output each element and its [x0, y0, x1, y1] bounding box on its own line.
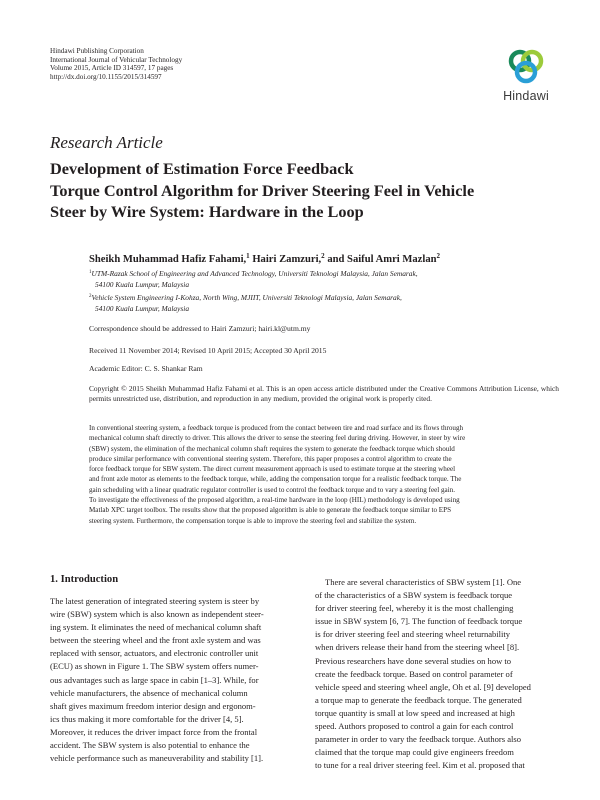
affiliation-text: 54100 Kuala Lumpur, Malaysia [95, 303, 190, 313]
body-line: for driver steering feel, whereby it is the most challenging [315, 603, 514, 614]
author-name: and Saiful Amri Mazlan [324, 254, 437, 265]
body-line: ing system. It eliminates the need of mechanical column shaft [50, 622, 262, 633]
affiliation-text: Vehicle System Engineering I-Kohza, North Wing, MJIIT, Universiti Teknologi Malaysia, Jalan Semarak, [91, 293, 402, 302]
body-line: create the feedback torque. Based on control parameter of [315, 668, 513, 679]
abstract-line: Matlab XPC target toolbox. The results show that the proposed algorithm is able to generate the feedback torque similar to EPS [89, 506, 452, 515]
body-line: claimed that the torque map could give engineers freedom [315, 747, 514, 758]
body-line: when drivers release their hand from the steering wheel [8]. [315, 642, 520, 653]
abstract-line: (SBW) system, the elimination of the mechanical column shaft requires the system to generate the feedback torque which should [89, 444, 455, 453]
body-line: wire (SBW) system which is also known as independent steer- [50, 609, 264, 620]
title-line: Torque Control Algorithm for Driver Steering Feel in Vehicle [50, 180, 475, 200]
title-line: Development of Estimation Force Feedback [50, 159, 354, 178]
hindawi-logo-icon [506, 46, 546, 86]
right-column [315, 576, 558, 772]
body-line: There are several characteristics of SBW system [1]. One [325, 577, 522, 587]
affiliation [89, 268, 529, 290]
body-line: accident. The SBW system is also potential to enhance the [50, 740, 250, 751]
affiliation-marker: 2 [436, 252, 441, 260]
body-line: shaft gives maximum freedom interior design and ergonom- [50, 700, 256, 711]
abstract-line: produce similar performance with conventional steering system. Therefore, this paper proposes a control algorithm to create the [89, 454, 452, 463]
author-list [89, 252, 440, 265]
body-line: (ECU) as shown in Figure 1. The SBW system offers numer- [50, 661, 259, 672]
affiliation-text: UTM-Razak School of Engineering and Advanced Technology, Universiti Teknologi Malaysia, Jalan Semarak, [91, 269, 418, 278]
body-line: replaced with sensor, actuators, and electronic controller unit [50, 648, 259, 659]
abstract [89, 423, 559, 526]
author-name: Sheikh Muhammad Hafiz Fahami, [89, 254, 247, 265]
body-line: between the steering wheel and the front axle system and was [50, 635, 261, 646]
correspondence: Correspondence should be addressed to Hairi Zamzuri; hairi.kl@utm.my [89, 324, 311, 333]
academic-editor: Academic Editor: C. S. Shankar Ram [89, 364, 203, 373]
abstract-line: In conventional steering system, a feedback torque is produced from the contact between tire and road surface and its flows through [89, 424, 464, 432]
received-dates: Received 11 November 2014; Revised 10 April 2015; Accepted 30 April 2015 [89, 346, 327, 355]
affiliation [89, 292, 529, 314]
body-line: of the characteristics of a SBW system is feedback torque [315, 590, 513, 601]
affiliation-marker: 2 [89, 294, 92, 299]
left-column [50, 573, 293, 765]
author-name: Hairi Zamzuri, [249, 254, 322, 265]
abstract-line: and front axle motor as elements to the feedback torque, while, adding the compensation torque for a realistic feedback torque. The [89, 475, 462, 484]
hindawi-logo [494, 46, 558, 104]
affiliation-marker: 2 [321, 252, 325, 260]
body-line: Moreover, it reduces the driver impact force from the frontal [50, 726, 258, 737]
copyright-notice: Copyright © 2015 Sheikh Muhammad Hafiz Fahami et al. This is an open access article distributed under the Creative Commons Attribution License, which permits unrestricted use, distribution, and reproduction in any medium, provided the original work is properly cited. [89, 384, 559, 404]
body-line: issue in SBW system [6, 7]. The function of feedback torque [315, 616, 523, 627]
affiliation-marker: 1 [89, 270, 92, 275]
body-line: ics thus making it more comfortable for the driver [4, 5]. [50, 713, 244, 724]
body-line: to tune for a real driver steering feel. Kim et al. proposed that [315, 760, 525, 771]
hindawi-logo-text: Hindawi [503, 89, 549, 103]
publisher-name: Hindawi Publishing Corporation [50, 47, 144, 55]
journal-header [50, 47, 182, 81]
body-line: vehicle speed and steering wheel angle, Oh et al. [9] developed [315, 681, 531, 692]
volume-line: Volume 2015, Article ID 314597, 17 pages [50, 64, 174, 73]
abstract-line: mechanical column shaft directly to driver. This allows the driver to sense the steering feel during driving. However, in steer by wire [89, 434, 466, 443]
section-heading: 1. Introduction [50, 574, 119, 585]
affiliation-text: 54100 Kuala Lumpur, Malaysia [95, 279, 190, 289]
journal-name: International Journal of Vehicular Technology [50, 55, 183, 64]
body-line: vehicle manufacturers, the absence of mechanical column [50, 687, 248, 698]
abstract-line: force feedback torque for SBW system. The direct current measurement approach is used to estimate torque at the steering wheel [89, 465, 456, 474]
affiliation-marker: 1 [246, 252, 250, 260]
abstract-line: steering system. Furthermore, the compensation torque is able to improve the steering feel and stabilize the system. [89, 516, 417, 525]
paper-title [50, 158, 570, 223]
body-line: The latest generation of integrated steering system is steer by [50, 596, 260, 606]
body-line: parameter in order to vary the feedback torque. Authors also [315, 734, 521, 745]
article-type: Research Article [50, 133, 163, 152]
body-line: Previous researchers have done several studies on how to [315, 655, 512, 666]
abstract-line: gain scheduling with a linear quadratic regulator controller is used to control the feedback torque and to vary a steering feel gain. [89, 485, 455, 494]
abstract-line: To investigate the effectiveness of the proposed algorithm, a real-time hardware in the loop (HIL) methodology is developed using [89, 496, 460, 505]
body-line: torque quantity is small at low speed and increased at high [315, 707, 515, 718]
title-line: Steer by Wire System: Hardware in the Loop [50, 202, 364, 221]
body-line: is for driver steering feel and steering wheel returnability [315, 629, 511, 640]
body-line: vehicle performance such as maneuverability and stability [1]. [50, 753, 264, 764]
doi-link[interactable]: http://dx.doi.org/10.1155/2015/314597 [50, 72, 162, 81]
body-line: speed. Authors proposed to control a gain for each control [315, 721, 514, 732]
body-line: ous advantages such as large space in cabin [1–3]. While, for [50, 674, 259, 685]
body-line: a torque map to generate the feedback torque. The generated [315, 694, 522, 705]
